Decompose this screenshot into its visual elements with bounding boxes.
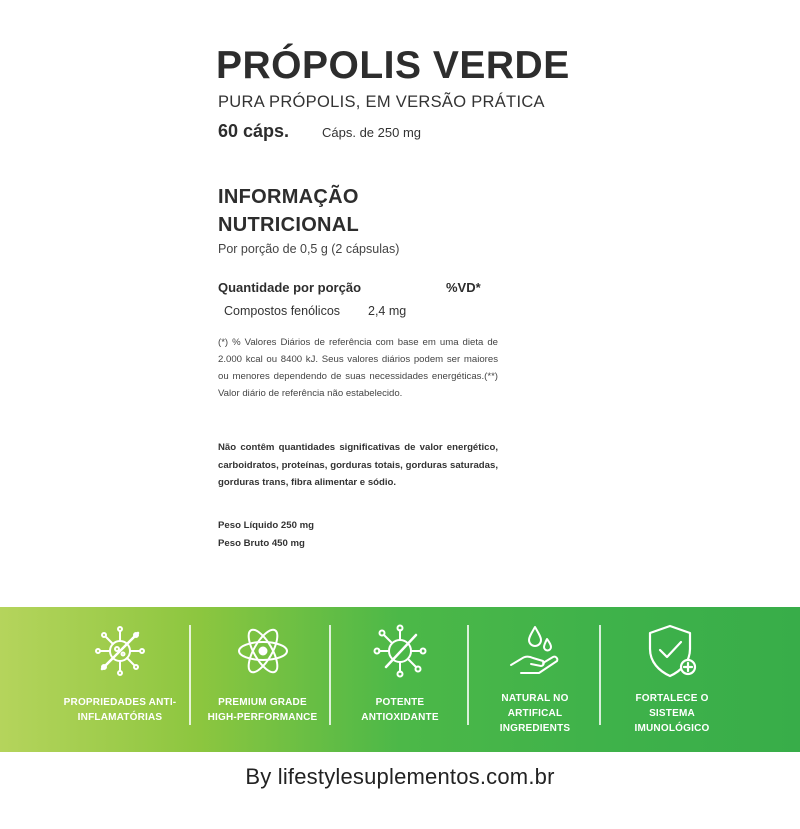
nutrient-value: 2,4 mg [368,304,407,318]
product-subtitle: PURA PRÓPOLIS, EM VERSÃO PRÁTICA [218,93,545,111]
hand-drop-icon [505,621,565,681]
feature-label-line2: INFLAMATÓRIAS [77,712,163,723]
quantity-column-header: Quantidade por porção [218,280,362,295]
nutrition-title-line2: NUTRICIONAL [218,214,360,236]
feature-label-line1: NATURAL NO [501,693,569,704]
portion-info: Por porção de 0,5 g (2 cápsulas) [218,242,400,256]
gross-weight: Peso Bruto 450 mg [218,538,305,549]
feature-label-line2: ANTIOXIDANTE [361,712,439,723]
nutrition-title [218,183,359,239]
virus-icon [90,621,150,681]
atom-icon [233,621,293,681]
vd-footnote: (*) % Valores Diários de referência com base em uma dieta de 2.000 kcal ou 8400 kJ. Seus valores diários podem ser maiores ou menores dependendo de suas necessidades energéticas.(**) Valor diário de referência não estabelecido. [218,337,498,399]
molecule-icon [370,621,430,681]
feature-natural [475,607,595,752]
feature-immune [612,607,732,752]
feature-label-line1: PROPRIEDADES ANTI- [63,697,177,708]
feature-anti-inflammatory [50,607,190,752]
feature-label-line2: ARTIFICAL [507,708,563,719]
feature-antioxidant [340,607,460,752]
shield-check-icon [642,621,702,681]
capsule-count: 60 cáps. [218,121,290,141]
feature-premium-grade [195,607,330,752]
nutrient-name: Compostos fenólicos [224,304,341,318]
capsule-size: Cáps. de 250 mg [322,125,422,140]
vd-column-header: %VD* [446,280,481,295]
divider [189,625,191,725]
feature-label-line2: HIGH-PERFORMANCE [207,712,318,723]
website-byline: By lifestylesuplementos.com.br [245,764,555,789]
divider [329,625,331,725]
divider [599,625,601,725]
feature-label-line3: IMUNOLÓGICO [634,723,710,734]
nutrition-title-line1: INFORMAÇÃO [218,186,359,208]
product-title: PRÓPOLIS VERDE [216,44,570,87]
feature-label-line3: INGREDIENTS [499,723,571,734]
feature-label-line1: POTENTE [375,697,425,708]
feature-label-line1: PREMIUM GRADE [218,697,307,708]
benefits-band [0,607,800,752]
not-significant-note: Não contêm quantidades significativas de valor energético, carboidratos, proteínas, gorduras totais, gorduras saturadas, gorduras trans, fibra alimentar e sódio. [218,442,498,488]
net-weight: Peso Líquido 250 mg [218,520,314,531]
feature-label-line1: FORTALECE O [635,693,709,704]
feature-label-line2: SISTEMA [649,708,695,719]
divider [467,625,469,725]
